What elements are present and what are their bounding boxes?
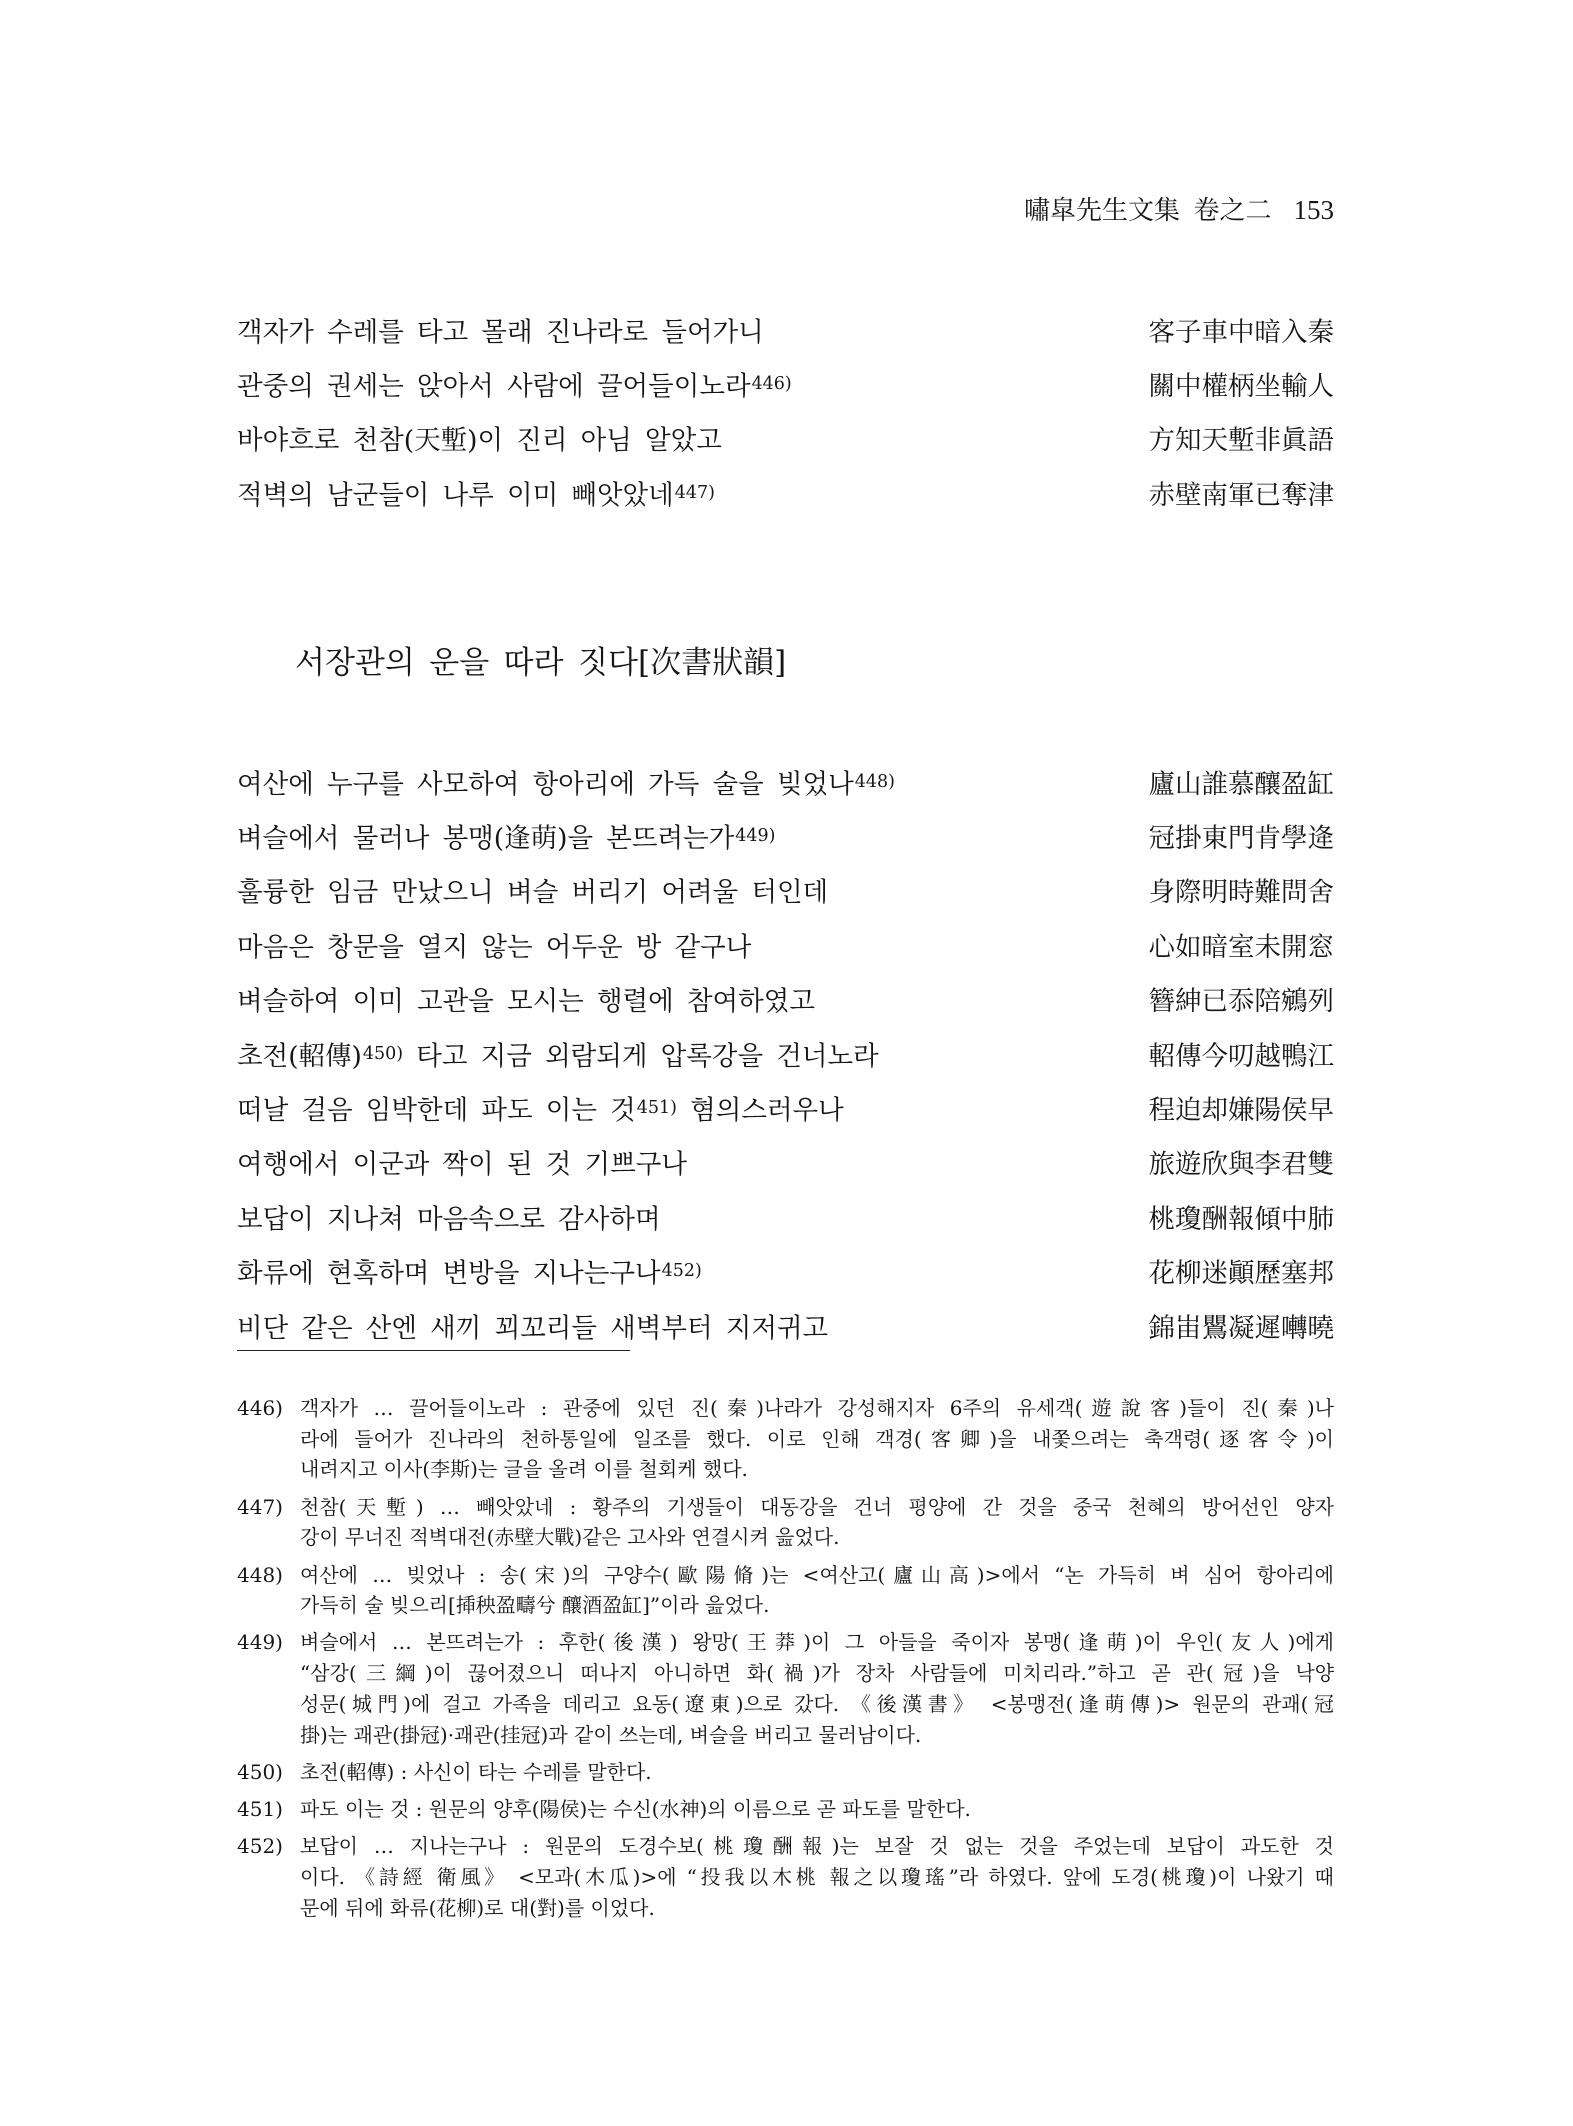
korean-text: 화류에 현혹하며 변방을 지나는구나 (237, 1258, 661, 1290)
korean-translation (237, 816, 775, 855)
footnote-line: 이다. 《詩經 衛風》 <모과(木瓜)>에 “投我以木桃 報之以瓊瑤”라 하였다. 앞에 도경(桃瓊)이 나왔기 때 (300, 1864, 1334, 1889)
poem-line (237, 1026, 1334, 1080)
chinese-original: 冠掛東門肯學逄 (1148, 823, 1334, 855)
chinese-original: 赤壁南軍已奪津 (1148, 479, 1334, 511)
footnote-451 (237, 1794, 1334, 1825)
footnote-447 (237, 1492, 1334, 1553)
footnote-ref: 449) (735, 825, 776, 846)
footnote-line: 성문(城門)에 걸고 가족을 데리고 요동(遼東)으로 갔다. 《後漢書》 <봉맹전(逢萌傳)> 원문의 관괘(冠 (300, 1691, 1334, 1716)
chinese-original: 簪紳已忝陪鵷列 (1148, 986, 1334, 1018)
footnote-452 (237, 1831, 1334, 1923)
footnote-number: 448) (237, 1562, 283, 1587)
running-header (1024, 192, 1334, 228)
korean-translation (237, 310, 764, 349)
footnote-line: 벼슬에서 … 본뜨려는가 : 후한(後漢) 왕망(王莽)이 그 아들을 죽이자 봉맹(逢萌)이 우인(友人)에게 (300, 1630, 1334, 1655)
korean-text: 바야흐로 천참(天塹)이 진리 아님 알았고 (237, 425, 722, 457)
footnote-line: 여산에 … 빚었나 : 송(宋)의 구양수(歐陽脩)는 <여산고(廬山高)>에서 “논 가득히 벼 심어 항아리에 (300, 1562, 1334, 1587)
poem-line (237, 465, 1334, 519)
poem-line (237, 1080, 1334, 1134)
korean-translation (237, 364, 792, 403)
poem-line (237, 356, 1334, 410)
footnote-line: 천참(天塹) … 빼앗았네 : 황주의 기생들이 대동강을 건너 평양에 간 것을 중국 천혜의 방어선인 양자 (300, 1494, 1334, 1519)
footnote-number: 447) (237, 1494, 283, 1519)
footnote-446 (237, 1393, 1334, 1485)
footnote-line: 가득히 술 빚으리[揷秧盈疇兮 釀酒盈缸]”이라 읊었다. (300, 1593, 770, 1618)
korean-text: 떠날 걸음 임박한데 파도 이는 것 (237, 1095, 636, 1127)
korean-translation (237, 870, 828, 909)
korean-translation (237, 1034, 879, 1073)
footnote-number: 449) (237, 1630, 283, 1655)
footnote-separator (237, 1350, 630, 1351)
footnote-line: 라에 들어가 진나라의 천하통일에 일조를 했다. 이로 인해 객경(客卿)을 내쫓으려는 축객령(逐客令)이 (300, 1426, 1334, 1451)
chinese-original: 心如暗室未開窓 (1148, 931, 1334, 963)
poem-2 (237, 754, 1334, 1352)
chinese-original: 關中權柄坐輸人 (1148, 371, 1334, 403)
korean-translation (237, 1251, 702, 1290)
footnote-ref: 448) (854, 771, 895, 792)
chinese-original: 方知天塹非眞語 (1148, 425, 1334, 457)
chinese-original: 桃瓊酬報傾中肺 (1148, 1203, 1334, 1235)
korean-translation (237, 1088, 844, 1127)
footnote-ref: 447) (674, 482, 715, 503)
korean-translation (237, 418, 722, 457)
korean-text: 벼슬하여 이미 고관을 모시는 행렬에 참여하였고 (237, 986, 815, 1018)
chinese-original: 身際明時難問舍 (1148, 877, 1334, 909)
poem-line (237, 754, 1334, 808)
korean-text: 초전(軺傳) (237, 1040, 362, 1072)
korean-translation (237, 1142, 687, 1181)
korean-text: 훌륭한 임금 만났으니 벼슬 버리기 어려울 터인데 (237, 877, 829, 909)
poem-line (237, 302, 1334, 356)
page-number: 153 (1293, 195, 1334, 225)
chinese-original: 廬山誰慕釀盈缸 (1148, 768, 1334, 800)
korean-translation (237, 979, 815, 1018)
poem-line (237, 972, 1334, 1026)
chinese-original: 程迫却嫌陽侯早 (1148, 1095, 1334, 1127)
poem-1 (237, 302, 1334, 520)
footnote-number: 446) (237, 1396, 283, 1420)
footnote-line: 보답이 … 지나는구나 : 원문의 도경수보(桃瓊酬報)는 보잘 것 없는 것을 주었는데 보답이 과도한 것 (300, 1834, 1334, 1859)
footnote-line: 내려지고 이사(李斯)는 글을 올려 이를 철회케 했다. (300, 1457, 748, 1482)
korean-text: 벼슬에서 물러나 봉맹(逢萌)을 본뜨려는가 (237, 823, 735, 855)
korean-text: 비단 같은 산엔 새끼 꾀꼬리들 새벽부터 지저귀고 (237, 1312, 829, 1344)
korean-text-continued: 혐의스러우나 (676, 1095, 844, 1127)
poem-line (237, 917, 1334, 971)
footnote-ref: 452) (661, 1261, 702, 1282)
chinese-original: 錦峀鸎凝遲囀曉 (1148, 1312, 1334, 1344)
poem-line (237, 808, 1334, 862)
footnote-number: 450) (237, 1759, 283, 1784)
section-title: 서장관의 운을 따라 짓다[次書狀韻] (295, 645, 787, 681)
book-title: 嘯皐先生文集 卷之二 (1024, 196, 1272, 226)
footnote-450 (237, 1757, 1334, 1788)
korean-text: 여산에 누구를 사모하여 항아리에 가득 술을 빚었나 (237, 768, 854, 800)
chinese-original: 旅遊欣與李君雙 (1148, 1149, 1334, 1181)
korean-text: 보답이 지나쳐 마음속으로 감사하며 (237, 1203, 661, 1235)
korean-text: 마음은 창문을 열지 않는 어두운 방 같구나 (237, 931, 752, 963)
korean-text: 적벽의 남군들이 나루 이미 빼앗았네 (237, 479, 674, 511)
footnote-line: 객자가 … 끌어들이노라 : 관중에 있던 진(秦)나라가 강성해지자 6주의 유세객(遊說客)들이 진(秦)나 (300, 1396, 1334, 1420)
korean-text: 객자가 수레를 타고 몰래 진나라로 들어가니 (237, 316, 764, 348)
footnote-number: 452) (237, 1834, 283, 1859)
footnote-line: 강이 무너진 적벽대전(赤壁大戰)같은 고사와 연결시켜 읊었다. (300, 1525, 840, 1550)
chinese-original: 軺傳今叨越鴨江 (1148, 1040, 1334, 1072)
korean-text: 여행에서 이군과 짝이 된 것 기쁘구나 (237, 1149, 687, 1181)
korean-translation (237, 1197, 661, 1236)
footnote-line: 문에 뒤에 화류(花柳)로 대(對)를 이었다. (300, 1895, 655, 1920)
footnote-line: 掛)는 괘관(掛冠)·괘관(挂冠)과 같이 쓰는데, 벼슬을 버리고 물러남이다. (300, 1722, 922, 1747)
poem-line (237, 863, 1334, 917)
korean-translation (237, 473, 715, 512)
korean-text: 관중의 권세는 앉아서 사람에 끌어들이노라 (237, 371, 751, 403)
footnote-line: 초전(軺傳) : 사신이 타는 수레를 말한다. (300, 1759, 652, 1784)
footnotes (237, 1393, 1334, 1923)
chinese-original: 客子車中暗入秦 (1148, 316, 1334, 348)
poem-line (237, 1189, 1334, 1243)
korean-translation (237, 762, 895, 801)
footnote-line: 파도 이는 것 : 원문의 양후(陽侯)는 수신(水神)의 이름으로 곧 파도를 말한다. (300, 1796, 971, 1821)
chinese-original: 花柳迷顚歷塞邦 (1148, 1258, 1334, 1290)
korean-text-continued: 타고 지금 외람되게 압록강을 건너노라 (403, 1040, 879, 1072)
footnote-number: 451) (237, 1796, 283, 1821)
footnote-line: “삼강(三綱)이 끊어졌으니 떠나지 아니하면 화(禍)가 장차 사람들에 미치리라.”하고 곧 관(冠)을 낙양 (300, 1661, 1334, 1686)
footnote-ref: 446) (751, 373, 792, 394)
footnote-ref: 451) (636, 1097, 677, 1118)
korean-translation (237, 925, 751, 964)
poem-line (237, 1135, 1334, 1189)
poem-line (237, 1244, 1334, 1298)
footnote-ref: 450) (362, 1043, 404, 1064)
footnote-449 (237, 1627, 1334, 1750)
poem-line (237, 1298, 1334, 1352)
poem-line (237, 411, 1334, 465)
footnote-448 (237, 1560, 1334, 1621)
korean-translation (237, 1306, 828, 1345)
